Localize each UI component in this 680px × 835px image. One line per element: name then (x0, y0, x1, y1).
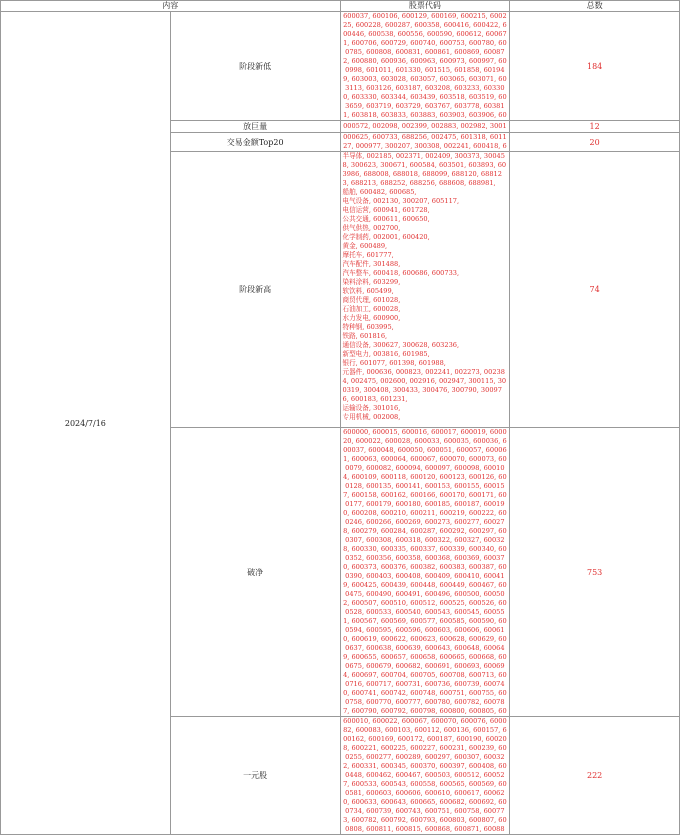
category-cell: 交易金额Top20 (170, 133, 340, 152)
sector-line: 供气供热, 002700, (342, 224, 401, 232)
sector-line: 铁路, 601816, (342, 332, 388, 340)
sector-list (341, 152, 510, 422)
codes-text: 600010, 600022, 600067, 600070, 600076, 600082, 600083, 600103, 600112, 600136, 600157, 600162, 600169, 600172, 600187, 600190, 600208, 600221, 600225, 600227, 600231, 600239, 600255, 600277, 600289, 600297, 600307, 600322, 600331, 600345, 600370, 600397, 600408, 600448, 600462, 600467, 600503, 600512, 600527, 600533, 600543, 600558, 600565, 600569, 600581, 600603, 600606, 600610, 600617, 600620, 600633, 600643, 600665, 600682, 600692, 600734, 600739, 600743, 600751, 600758, 600773, 600782, 600792, 600793, 600803, 600807, 600808, 600811, 600815, 600868, 600871, 60088 (343, 717, 507, 833)
category-cell: 阶段新低 (170, 12, 340, 121)
sector-line: 化学制药, 002001, 600420, (342, 233, 430, 241)
sector-line: 汽车配件, 301488, (342, 260, 401, 268)
count-cell: 184 (510, 12, 680, 121)
count-cell: 753 (510, 428, 680, 717)
codes-cell (340, 152, 510, 428)
header-count: 总数 (510, 1, 680, 12)
codes-cell (340, 133, 510, 152)
count-cell: 74 (510, 152, 680, 428)
codes-text: 000625, 600733, 688256, 002475, 601318, 601127, 000977, 300207, 300308, 002241, 600418, 6 (343, 133, 507, 150)
count-cell: 222 (510, 717, 680, 835)
codes-text: 600000, 600015, 600016, 600017, 600019, 600020, 600022, 600028, 600033, 600035, 600036, 600037, 600048, 600050, 600051, 600057, 600061, 600063, 600064, 600067, 600070, 600073, 600079, 600082, 600094, 600097, 600098, 600104, 600109, 600118, 600120, 600123, 600126, 600128, 600135, 600141, 600153, 600155, 600157, 600158, 600162, 600166, 600170, 600171, 600177, 600179, 600180, 600185, 600187, 600190, 600208, 600210, 600211, 600219, 600222, 600246, 600266, 600269, 600273, 600277, 600278, 600279, 600284, 600287, 600292, 600297, 600307, 600308, 600318, 600322, 600327, 600328, 600330, 600335, 600337, 600339, 600340, 600352, 600356, 600358, 600368, 600369, 600370, 600373, 600376, 600382, 600383, 600387, 600390, 600403, 600408, 600409, 600410, 600419, 600425, 600439, 600448, 600449, 600467, 600475, 600490, 600491, 600496, 600500, 600502, 600507, 600510, 600512, 600525, 600526, 600528, 600533, 600540, 600543, 600545, 600551, 600567, 600569, 600577, 600585, 600590, 600594, 600595, 600596, 600603, 600606, 600610, 600619, 600622, 600623, 600628, 600629, 600637, 600638, 600639, 600643, 600648, 600649, 600655, 600657, 600658, 600665, 600668, 600675, 600679, 600682, 600691, 600693, 600694, 600697, 600704, 600705, 600708, 600713, 600716, 600717, 600731, 600736, 600739, 600740, 600741, 600742, 600748, 600751, 600755, 600758, 600770, 600777, 600780, 600782, 600787, 600790, 600792, 600798, 600800, 600805, 60 (343, 428, 507, 715)
sector-line: 商贸代理, 601028, (342, 296, 401, 304)
header-content: 内容 (1, 1, 341, 12)
category-cell: 阶段新高 (170, 152, 340, 428)
category-cell: 破净 (170, 428, 340, 717)
codes-cell (340, 121, 510, 133)
sector-line: 运输设备, 301016, (342, 404, 401, 412)
sector-line: 船舶, 600482, 600685, (342, 188, 417, 196)
sector-line: 软饮料, 605499, (342, 287, 394, 295)
sector-line: 半导体, 002185, 002371, 002409, 300373, 300458, 300623, 300671, 600584, 603501, 603893, 603986, 688008, 688018, 688099, 688120, 688123, 688213, 688252, 688256, 688608, 688981, (342, 152, 507, 187)
sector-line: 元器件, 000636, 000823, 002241, 002273, 002384, 002475, 002600, 002916, 002947, 300115, 300319, 300408, 300433, 300476, 300790, 300976, 600183, 601231, (342, 368, 507, 403)
sector-line: 染料涂料, 603299, (342, 278, 401, 286)
codes-cell (340, 12, 510, 121)
sector-line: 通信设备, 300627, 300628, 603236, (342, 341, 460, 349)
sector-line: 特种钢, 603995, (342, 323, 394, 331)
codes-cell (340, 717, 510, 835)
sector-line: 摩托车, 601777, (342, 251, 394, 259)
sector-line: 专用机械, 002008, (342, 413, 401, 421)
category-cell: 放巨量 (170, 121, 340, 133)
codes-text: 000572, 002098, 002399, 002883, 002982, 3001 (343, 122, 507, 130)
header-codes: 股票代码 (340, 1, 510, 12)
sector-line: 水力发电, 600900, (342, 314, 401, 322)
sector-line: 电气设备, 002130, 300207, 605117, (342, 197, 460, 205)
header-row (1, 1, 680, 12)
codes-text: 600037, 600106, 600129, 600169, 600215, 600225, 600228, 600287, 600358, 600416, 600422, 600446, 600538, 600556, 600590, 600612, 600671, 600706, 600729, 600740, 600753, 600780, 600785, 600808, 600831, 600861, 600869, 600872, 600880, 600936, 600963, 600973, 600997, 600998, 601011, 601330, 601515, 601858, 601949, 603003, 603028, 603057, 603065, 603071, 603113, 603126, 603187, 603208, 603233, 603300, 603330, 603344, 603439, 603518, 603519, 603659, 603719, 603729, 603767, 603778, 603811, 603818, 603833, 603883, 603903, 603906, 60 (343, 12, 507, 119)
table-row (1, 12, 680, 121)
sector-line: 银行, 601077, 601398, 601988, (342, 359, 446, 367)
date-cell: 2024/7/16 (1, 12, 171, 835)
sector-line: 新型电力, 003816, 601985, (342, 350, 430, 358)
sector-line: 黄金, 600489, (342, 242, 388, 250)
sector-line: 石油加工, 600028, (342, 305, 401, 313)
count-cell: 12 (510, 121, 680, 133)
category-cell: 一元股 (170, 717, 340, 835)
sector-line: 公共交通, 600611, 600650, (342, 215, 430, 223)
codes-cell (340, 428, 510, 717)
sector-line: 电信运营, 600941, 601728, (342, 206, 430, 214)
count-cell: 20 (510, 133, 680, 152)
sector-line: 汽车整车, 600418, 600686, 600733, (342, 269, 460, 277)
